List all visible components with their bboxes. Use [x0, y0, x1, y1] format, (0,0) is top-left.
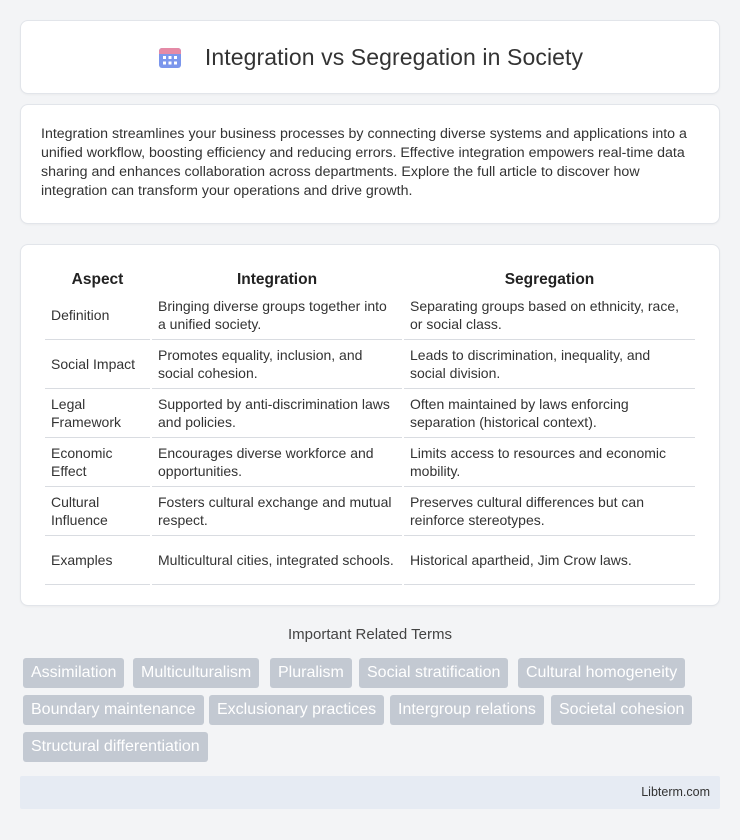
- cell-aspect: Legal Framework: [45, 389, 150, 438]
- cell-segregation: Preserves cultural differences but can reinforce stereotypes.: [404, 487, 695, 536]
- related-terms-heading: Important Related Terms: [288, 626, 452, 643]
- tag-boundary-maintenance[interactable]: Boundary maintenance: [23, 695, 204, 725]
- comparison-table: [43, 265, 697, 585]
- cell-segregation: Separating groups based on ethnicity, race, or social class.: [404, 291, 695, 340]
- cell-segregation: Historical apartheid, Jim Crow laws.: [404, 536, 695, 585]
- tag-exclusionary-practices[interactable]: Exclusionary practices: [209, 695, 384, 725]
- footer: [20, 776, 720, 809]
- cell-aspect: Social Impact: [45, 340, 150, 389]
- tag-intergroup-relations[interactable]: Intergroup relations: [390, 695, 544, 725]
- cell-integration: Multicultural cities, integrated schools.: [152, 536, 402, 585]
- cell-integration: Promotes equality, inclusion, and social cohesion.: [152, 340, 402, 389]
- table-header-row: [45, 265, 695, 291]
- cell-segregation: Often maintained by laws enforcing separation (historical context).: [404, 389, 695, 438]
- cell-integration: Encourages diverse workforce and opportunities.: [152, 438, 402, 487]
- table-row: [45, 487, 695, 536]
- table-row: [45, 536, 695, 585]
- header-aspect: Aspect: [71, 271, 124, 288]
- table-row: [45, 340, 695, 389]
- cell-aspect: Examples: [45, 536, 150, 585]
- calendar-icon: [157, 44, 183, 70]
- cell-aspect: Economic Effect: [45, 438, 150, 487]
- tag-societal-cohesion[interactable]: Societal cohesion: [551, 695, 692, 725]
- table-row: [45, 438, 695, 487]
- footer-site-link[interactable]: Libterm.com: [641, 785, 710, 799]
- tag-cultural-homogeneity[interactable]: Cultural homogeneity: [518, 658, 685, 688]
- page-title: Integration vs Segregation in Society: [204, 43, 584, 70]
- cell-integration: Bringing diverse groups together into a unified society.: [152, 291, 402, 340]
- title-card: [20, 20, 720, 94]
- header-segregation: Segregation: [504, 271, 595, 288]
- intro-text: Integration streamlines your business processes by connecting diverse systems and applications into a unified workflow, boosting efficiency and reducing errors. Effective integration empowers real-time data sharing and enhances collaboration across departments. Explore the full article to discover how integration can transform your operations and drive growth.: [41, 126, 687, 199]
- comparison-card: [20, 244, 720, 606]
- cell-segregation: Limits access to resources and economic mobility.: [404, 438, 695, 487]
- cell-aspect: Definition: [45, 291, 150, 340]
- tag-structural-differentiation[interactable]: Structural differentiation: [23, 732, 208, 762]
- tag-pluralism[interactable]: Pluralism: [270, 658, 352, 688]
- tag-multiculturalism[interactable]: Multiculturalism: [133, 658, 259, 688]
- cell-integration: Fosters cultural exchange and mutual respect.: [152, 487, 402, 536]
- table-row: [45, 389, 695, 438]
- header-integration: Integration: [236, 271, 318, 288]
- cell-integration: Supported by anti-discrimination laws and policies.: [152, 389, 402, 438]
- tag-assimilation[interactable]: Assimilation: [23, 658, 124, 688]
- cell-segregation: Leads to discrimination, inequality, and social division.: [404, 340, 695, 389]
- tag-social-stratification[interactable]: Social stratification: [359, 658, 508, 688]
- intro-card: [20, 104, 720, 224]
- table-row: [45, 291, 695, 340]
- cell-aspect: Cultural Influence: [45, 487, 150, 536]
